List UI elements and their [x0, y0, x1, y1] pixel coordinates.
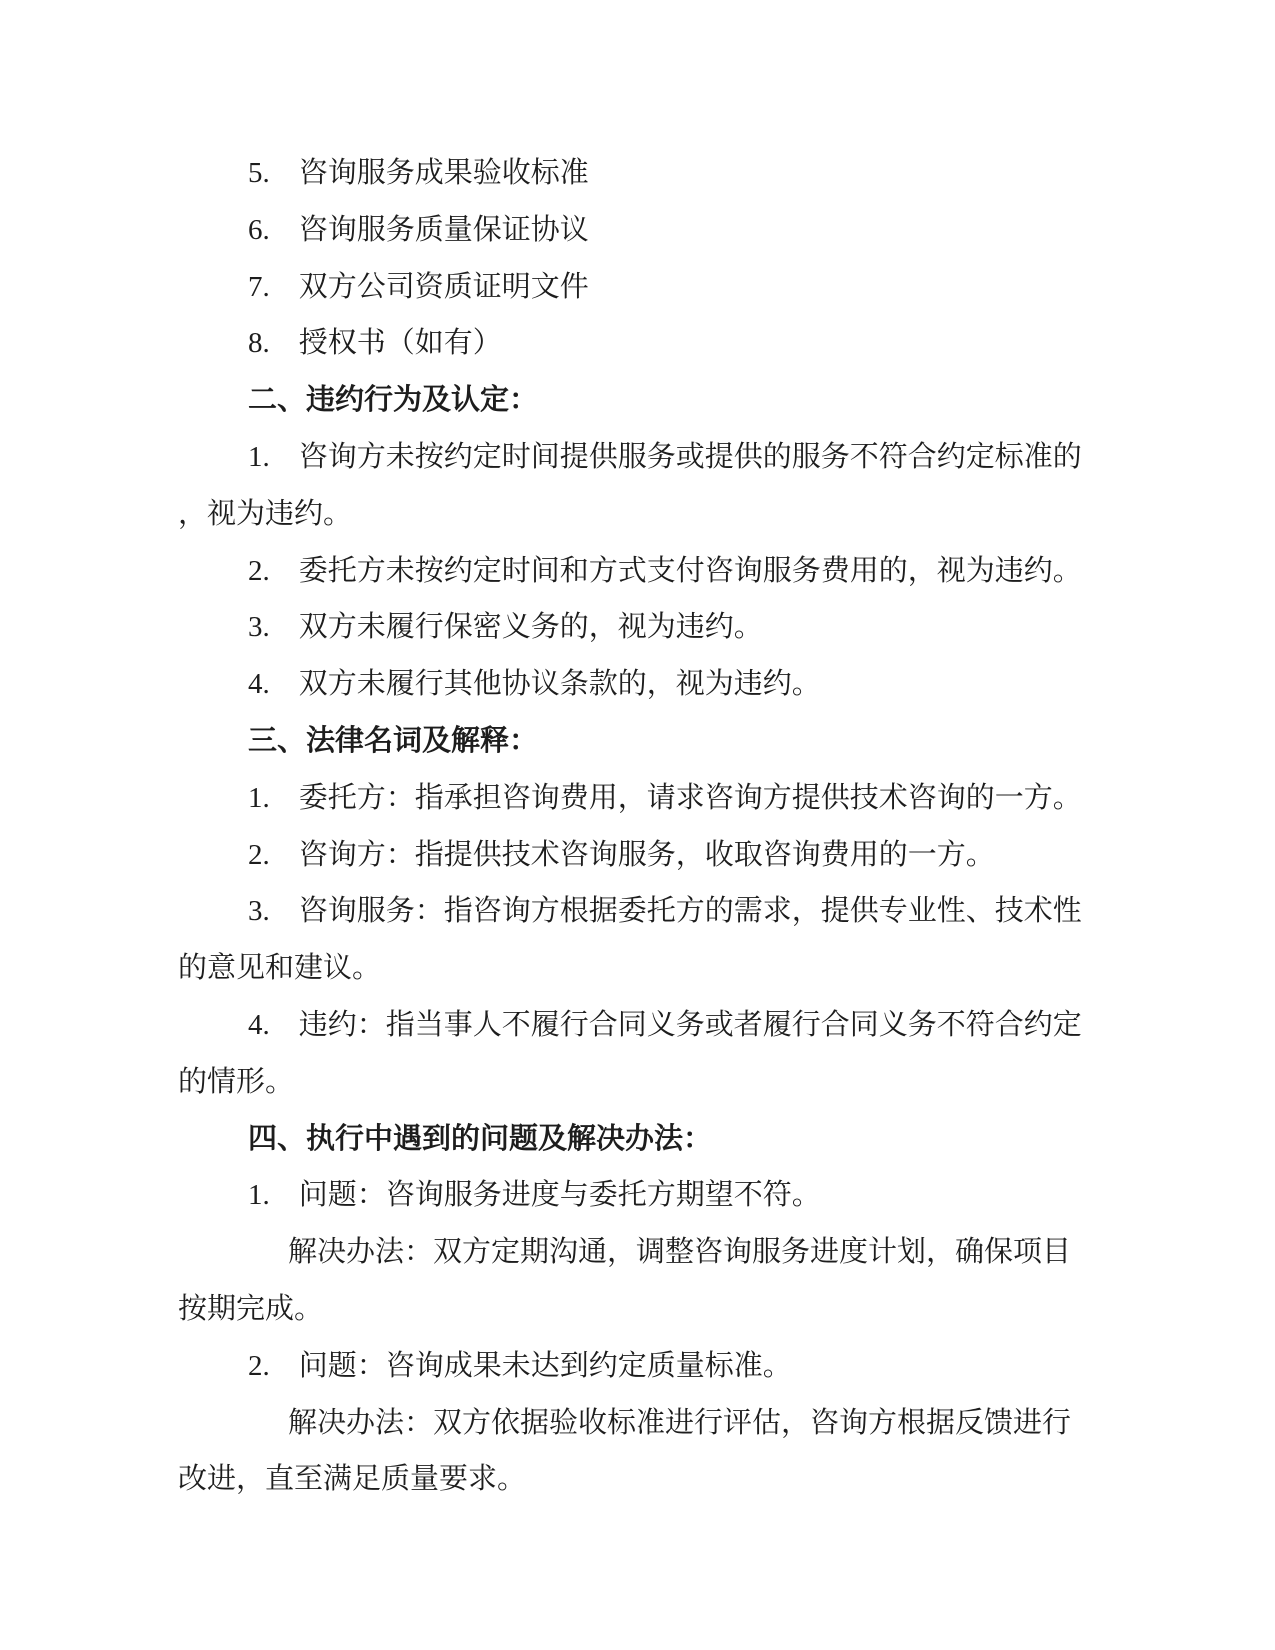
continuation-line: 的情形。 [178, 1065, 295, 1098]
list-item-line: 5. 咨询服务成果验收标准 [248, 157, 589, 189]
solution-line: 解决办法：双方依据验收标准进行评估，咨询方根据反馈进行 [288, 1406, 1072, 1439]
list-item-line: 4. 违约：指当事人不履行合同义务或者履行合同义务不符合约定 [248, 1008, 1082, 1041]
section-heading: 二、违约行为及认定： [248, 384, 539, 417]
continuation-line: ，视为违约。 [178, 497, 353, 530]
list-item-line: 1. 委托方：指承担咨询费用，请求咨询方提供技术咨询的一方。 [248, 781, 1082, 814]
list-item-line: 3. 双方未履行保密义务的，视为违约。 [248, 611, 763, 644]
list-item-line: 4. 双方未履行其他协议条款的，视为违约。 [248, 668, 821, 701]
continuation-line: 的意见和建议。 [178, 952, 382, 985]
list-item-line: 6. 咨询服务质量保证协议 [248, 213, 589, 246]
continuation-line: 改进，直至满足质量要求。 [178, 1463, 527, 1496]
document-text-block [178, 145, 1088, 1508]
list-item-line: 8. 授权书（如有） [248, 327, 502, 360]
solution-line: 解决办法：双方定期沟通，调整咨询服务进度计划，确保项目 [288, 1236, 1072, 1269]
list-item-line: 1. 问题：咨询服务进度与委托方期望不符。 [248, 1179, 821, 1212]
list-item-line: 7. 双方公司资质证明文件 [248, 270, 589, 303]
list-item-line: 2. 问题：咨询成果未达到约定质量标准。 [248, 1349, 792, 1382]
list-item-line: 2. 委托方未按约定时间和方式支付咨询服务费用的，视为违约。 [248, 554, 1082, 587]
list-item-line: 2. 咨询方：指提供技术咨询服务，收取咨询费用的一方。 [248, 838, 995, 871]
section-heading: 四、执行中遇到的问题及解决办法： [248, 1122, 713, 1155]
list-item-line: 1. 咨询方未按约定时间提供服务或提供的服务不符合约定标准的 [248, 440, 1082, 473]
list-item-line: 3. 咨询服务：指咨询方根据委托方的需求，提供专业性、技术性 [248, 895, 1082, 928]
section-heading: 三、法律名词及解释： [248, 724, 539, 757]
continuation-line: 按期完成。 [178, 1292, 324, 1325]
